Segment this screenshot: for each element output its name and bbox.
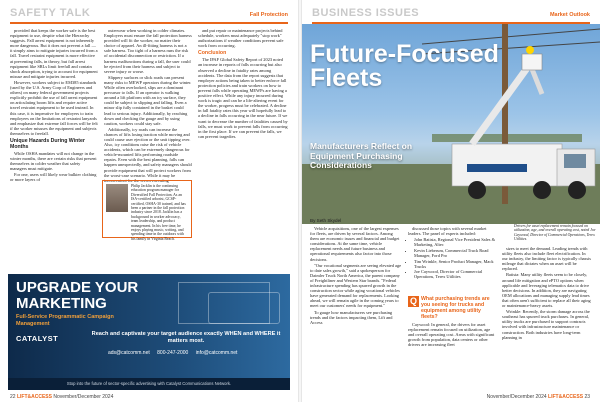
paragraph: Slippery surfaces or slick roads can present many risks to MEWP operators during the winter. While often overlooked, slips are a dominant precursor to falls. If an operator is walking around a lift platform with an icy surface, they could be subject to slipping and falling. Even a minor slip fully contained in the basket could lead to serious injury. Additionally, by reaching down and checking the gauge and by using caution, workers could stay safe. [104,74,192,126]
section-name: SAFETY TALK [10,7,91,19]
list-item: • John Batista, Regional Vice President Sales & Marketing, Altec [414,237,496,247]
paragraph: provided that keeps the worker safe is the best equipment to use, despite what the Hierarchy suggests. Fall arrest equipment is not inherently more dangerous. But it does not prevent a fall — it simply aims to mitigate injuries incurred from a fall. Travel restraint equipment is more effective at preventing falls, in theory, but fall arrest equipment like SRLs limit freefall and contain shock absorption, trying to account for equipment misuse and mitigate injuries incurred. [10,28,98,79]
ad-info-email[interactable]: info@catcomm.net [195,350,238,356]
paragraph: outerwear when working in colder climates. Employers must ensure the fall protection harness provided will fit the worker, no matter their choice of apparel. An ill-fitting harness is not a safe harness. Too tight of a harness runs the risk of accidental disconnection or restriction. If a harness malfunctions during a fall, the user could be ejected from their harness and subject to severe injury or worse. [104,28,192,74]
ad-decor-frame [208,292,280,324]
section-tag: Fall Protection [249,12,288,18]
paragraph: Caywood: In general, the drivers for asset replacement remain focused on utilization, age and overall operating cost. Areas with significant growth from population, data centers or other drivers are increasing fleet [408,322,495,348]
question-badge: Q [409,296,417,306]
paragraph: Additionally, icy roads can increase the chances of lifts losing traction while moving and could cause user ejection or the unit tipping over. Also, icy conditions raise the risk of vehicle accidents, which can be extremely dangerous for vehicle-mounted lifts performing roadside repairs. Even with the best planning, falls can happen unexpectedly, and safety managers should provide equipment that will protect workers from the worst-case scenario. While it may be inconvenient for the crews executing [104,126,192,183]
ad-email[interactable]: ads@catcomm.net [108,350,150,356]
article-subtitle: Manufacturers Reflect on Equipment Purchasing Considerations [310,141,413,170]
subheading: Unique Hazards During Winter Months [10,137,85,150]
paragraph: For one, users will likely wear bulkier clothing or more layers of [10,172,97,183]
article-title: Future-Focused Fleets [310,40,499,92]
author-bio: Philip Jacklin is the continuing education program manager for Diversified Fall Protection. As an ISA-certified arborist, GCSP-certified, OSHA-30 trained, and has been a partner in the fall protection industry since 2018. Jacklin has a background in worker advocacy, team leadership, and product management. In his free time, he enjoys playing music, writing, and spending time in the outdoors with his family in Virginia Beach. [131,184,186,241]
photo-caption: Drivers for asset replacement remain focused on utilization, age, and overall operating cost, noted Joe Caywood, Director of Commercial Operations, Terex Utilities. [514,224,596,241]
page-folio [487,394,590,400]
paragraph: sizes to meet the demand. Leading trends with utility fleets also include fleet electrification. In our industry, the limiting factor is typically chassis mileage that dictates when an asset will be replaced. [502,246,591,272]
article-column-1 [10,28,98,272]
list-item: • Kevin Lieberum, Commercial Truck Road Manager, Ford Pro [414,248,496,258]
ad-title: UPGRADE YOUR MARKETING [16,279,139,312]
paragraph: To gauge how manufacturers see purchasing trends and the factors impacting them, Lift and Access [310,309,393,325]
page-number: 23 [584,394,590,400]
author-photo [106,184,128,212]
article-column-3 [502,246,592,390]
magazine-name: LIFT&ACCESS [548,394,584,400]
paragraph: Wrinkle: Recently, the storm damage across the southeast has spurred truck purchases. In general, utility trucks are purchased to support contracts involved with infrastructure maintenance or construction. Both industries have long-term planning in [502,309,590,340]
advertisement[interactable] [8,274,290,390]
paragraph: While OSHA mandates will not change in the winter months, there are certain risks that present themselves in colder weather that safety managers must mitigate. [10,150,97,172]
paragraph: "Our vocational segments are seeing elevated age to date sales growth," said a spokesperson for Daimler Truck North America, the parent company of Freightliner and Western Star brands. "Federal infrastructure spending has spurred growth in the construction sector while aging vocational vehicles have generated demand for replacements. Looking ahead, we will remain agile in the coming years to meet our customers' needs for equipment." [310,262,402,309]
page-folio [10,394,113,400]
paragraph: Batista: Many utility fleets seem to be closely, around life mitigation and ePTO options when applicable and leveraging telematics data to drive better decisions. In addition, they are navigating OEM allocations and managing supply lead times that often aren't sufficient to replace all their aging or maintenance-heavy assets. [502,272,591,309]
paragraph: and put repair or maintenance projects behind schedule, workers must adequately "stop work" authorizations if weather conditions prevent safe work from occurring. [198,28,284,49]
section-header [10,6,288,24]
hero-image [302,24,600,224]
right-page [302,0,600,402]
paragraph: However, workers subject to EM385 standards (used by the U.S. Army Corp of Engineers and others) on many federal government projects explicitly prohibit the use of fall arrest equipment on articulating boom lifts and require active travel restraint equipment to be used instead. In this case, it is imperative for employers to train employees on the limitations of restraint lanyards and emphasize that extreme fall forces will be felt if the worker misuses the equipment and subjects themselves to freefall. [10,79,98,136]
ad-contact [108,350,243,356]
article-column-2 [104,28,192,183]
ad-tagline: Reach and captivate your target audience exactly WHEN and WHERE it matters most. [91,331,281,344]
paragraph: Vehicle acquisitions, one of the largest expenses for fleets, are driven by several factors. Among them are economic issues and financial and budget considerations. At the same time, vehicle replacement needs and future business and operational requirements also factor into those decisions. [310,226,400,262]
article-column-2 [408,226,496,294]
page-number: 22 [10,394,16,400]
ad-footer: Stop into the future of sector-specific advertising with Catalyst Communications Network. [8,378,290,390]
question-text: What purchasing trends are you seeing for trucks and equipment among utility fleets? [421,296,490,320]
section-name: BUSINESS ISSUES [312,7,420,19]
author-bio-box [102,180,192,241]
article-column-3 [198,28,288,272]
magazine-name: LIFT&ACCESS [16,394,52,400]
left-page [0,0,298,402]
subheading-conclusion: Conclusion [198,50,227,57]
list-item: • Tim Wrinkle, Senior Product Manager, Mack Trucks [414,259,496,269]
article-column-1 [310,226,402,390]
issue-date: November/December 2024 [53,394,114,400]
paragraph: discussed those topics with several market leaders. The panel of experts included: [408,226,487,237]
ad-logo: CATALYST [16,334,59,343]
byline: By Seth Skydel [310,218,342,223]
section-tag: Market Outlook [549,12,590,18]
list-item: • Joe Caywood, Director of Commercial Operations, Terex Utilities [414,269,496,279]
ad-subtitle: Full-Service Programmatic Campaign Management [16,314,114,327]
paragraph: The IPAF Global Safety Report of 2023 noted an increase in reports of falls occurring but also observed a decline in fatality rates among accidents. The data from the report suggests that employer actions being taken to better enforce fall protection policies and train workers on how to prevent falls while operating MEWPs are having a positive effect. While any injury incurred during work is tragic and can be a life-altering event for the worker, progress must be celebrated. A decline in fall fatality rates this year will hopefully lead to a decline in falls occurring in the near future. If we want to decrease the number of fatalities caused by falls, we must work to prevent falls from occurring in the first place. If we can prevent the falls, we can prevent tragedies. [198,57,288,139]
issue-date: November/December 2024 [486,394,547,400]
article-column-2b [408,322,496,390]
panel-list [408,237,496,279]
section-header [312,6,590,24]
ad-phone[interactable]: 800-247-2000 [157,350,189,356]
